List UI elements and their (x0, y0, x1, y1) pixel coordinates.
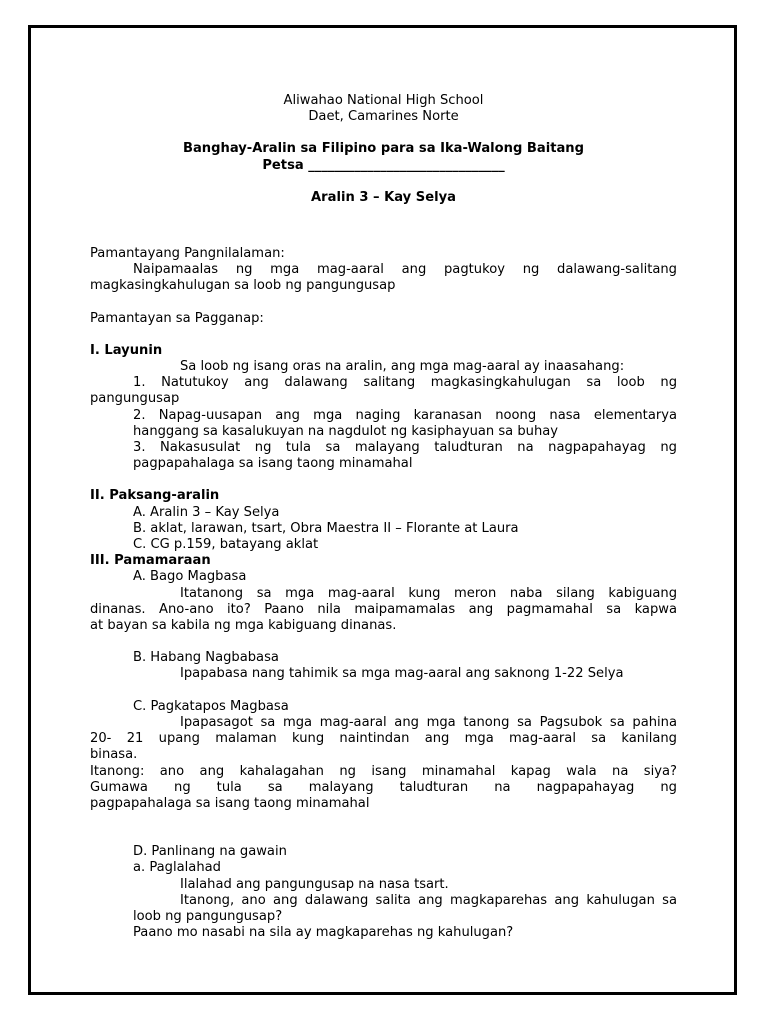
activity-line3: loob ng pangungusap? (133, 908, 283, 924)
objective-item-1-line1: 1. Natutukoy ang dalawang salitang magkasingkahulugan sa loob ng (133, 375, 677, 391)
lesson-plan-document (90, 93, 677, 941)
subject-matter-heading: II. Paksang-aralin (90, 488, 220, 504)
during-reading-line1: Ipapabasa nang tahimik sa mga mag-aaral ang saknong 1-22 Selya (180, 666, 624, 682)
objectives-heading: I. Layunin (90, 342, 163, 358)
after-reading-line3: binasa. (90, 747, 138, 763)
lesson-title: Aralin 3 – Kay Selya (311, 189, 456, 205)
after-reading-line4: Itanong: ano ang kahalagahan ng isang minamahal kapag wala na siya? (90, 763, 677, 779)
subject-matter-item-b: B. aklat, larawan, tsart, Obra Maestra II – Florante at Laura (133, 520, 519, 536)
before-reading-line3: at bayan sa kabila ng mga kabiguang dinanas. (90, 618, 397, 634)
plan-title: Banghay-Aralin sa Filipino para sa Ika-Walong Baitang (182, 141, 584, 157)
school-name: Aliwahao National High School (283, 93, 484, 108)
objective-item-1-line2: pangungusap (90, 391, 180, 407)
after-reading-line5: Gumawa ng tula sa malayang taludturan na nagpapahayag ng (90, 779, 677, 795)
activity-line2: Itanong, ano ang dalawang salita ang magkaparehas ang kahulugan sa (180, 892, 677, 908)
date-line: Petsa ______________________________ (262, 157, 505, 173)
school-location: Daet, Camarines Norte (308, 109, 459, 125)
activity-sub-label: a. Paglalahad (133, 860, 221, 876)
before-reading-line1: Itatanong sa mga mag-aaral kung meron naba silang kabiguang (180, 585, 677, 601)
subject-matter-item-c: C. CG p.159, batayang aklat (133, 537, 319, 553)
procedure-heading: III. Pamamaraan (90, 553, 211, 569)
objective-item-2-line1: 2. Napag-uusapan ang mga naging karanasan noong nasa elementarya (133, 407, 677, 423)
activity-label: D. Panlinang na gawain (133, 844, 287, 860)
activity-line1: Ilalahad ang pangungusap na nasa tsart. (180, 876, 449, 892)
before-reading-line2: dinanas. Ano-ano ito? Paano nila maipamamalas ang pagmamahal sa kapwa (90, 601, 677, 617)
objective-item-3-line1: 3. Nakasusulat ng tula sa malayang taludturan na nagpapahayag ng (133, 440, 677, 456)
objective-item-2-line2: hanggang sa kasalukuyan na nagdulot ng kasiphayuan sa buhay (133, 423, 559, 439)
during-reading-label: B. Habang Nagbabasa (133, 650, 279, 666)
content-standard-text-line1: Naipamaalas ng mga mag-aaral ang pagtukoy ng dalawang-salitang (133, 262, 677, 278)
after-reading-line1: Ipapasagot sa mga mag-aaral ang mga tanong sa Pagsubok sa pahina (180, 714, 677, 730)
objective-item-3-line2: pagpapahalaga sa isang taong minamahal (133, 456, 413, 472)
after-reading-label: C. Pagkatapos Magbasa (133, 698, 289, 714)
activity-line4: Paano mo nasabi na sila ay magkaparehas ng kahulugan? (133, 925, 514, 941)
objectives-intro: Sa loob ng isang oras na aralin, ang mga mag-aaral ay inaasahang: (180, 359, 625, 375)
after-reading-line6: pagpapahalaga sa isang taong minamahal (90, 795, 370, 811)
after-reading-line2: 20- 21 upang malaman kung naintindan ang mga mag-aaral sa kanilang (90, 731, 677, 747)
subject-matter-item-a: A. Aralin 3 – Kay Selya (133, 504, 280, 520)
content-standard-text-line2: magkasingkahulugan sa loob ng pangungusap (90, 278, 396, 294)
performance-standard-label: Pamantayan sa Pagganap: (90, 310, 264, 326)
content-standard-label: Pamantayang Pangnilalaman: (90, 246, 285, 262)
before-reading-label: A. Bago Magbasa (133, 569, 247, 585)
